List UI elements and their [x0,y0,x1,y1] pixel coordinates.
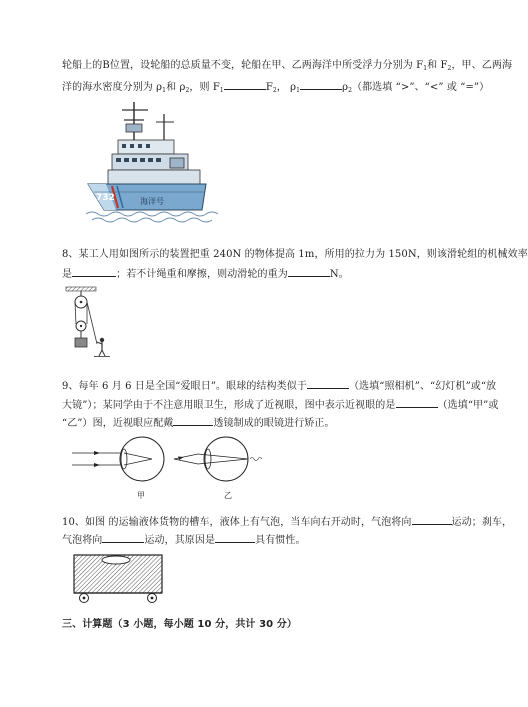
answer-blank [215,532,255,543]
section-heading: 三、计算题（3 小题，每小题 10 分，共计 30 分） [62,619,297,630]
answer-blank [224,79,266,90]
answer-blank [307,378,349,389]
q7-line-1: 轮船上的B位置，设轮船的总质量不变，轮船在甲、乙两海洋中所受浮力分别为 $F_1$和 $F_2$，甲、乙两海 [62,60,513,72]
pulley-figure [64,286,118,358]
q9-line-2: 大镜”）；某同学由于不注意用眼卫生，形成了近视眼，图中表示近视眼的是 （选填“甲”或 [62,397,498,413]
eye-diagrams [64,436,279,502]
tank-truck-figure [72,553,170,605]
q7-line-2: 洋的海水密度分别为 $\rho_1$和 $\rho_2$，则 $F_1$ $F_2$， $\rho_1$ $\rho_2$（都选填 “>”、“<” 或 “=”） [62,79,489,98]
q8-line-2: 是 ；若不计绳重和摩擦，则动滑轮的重为 N。 [62,266,349,282]
q10-line-1: 10、如图 的运输液体货物的槽车，液体上有气泡，当车向右开动时，气泡将向 运动；刹车， [62,514,512,530]
ship-name: 海洋号 [140,197,164,206]
answer-blank [102,532,144,543]
answer-blank [412,514,452,525]
q8-line-1: 8、某工人用如图所示的装置把重 240N 的物体提高 1m，所用的拉力为 150N，则该滑轮组的机械效率 [62,249,528,260]
hull-number: 732 [96,193,115,203]
answer-blank [72,266,116,277]
eye-label-yi: 乙 [224,491,232,500]
eye-label-jia: 甲 [137,491,145,500]
q9-line-3: “乙”）图，近视眼应配戴 透镜制成的眼镜进行矫正。 [62,415,335,431]
q10-line-2: 气泡将向 运动，其原因是 具有惯性。 [62,532,306,548]
answer-blank [396,397,438,408]
answer-blank [288,266,330,277]
answer-blank [173,415,213,426]
answer-blank [300,79,342,90]
q9-line-1: 9、每年 6 月 6 日是全国“爱眼日”。眼球的结构类似于 （选填“照相机”、“幻灯机”或“放 [62,378,496,394]
ship-figure [86,100,221,225]
